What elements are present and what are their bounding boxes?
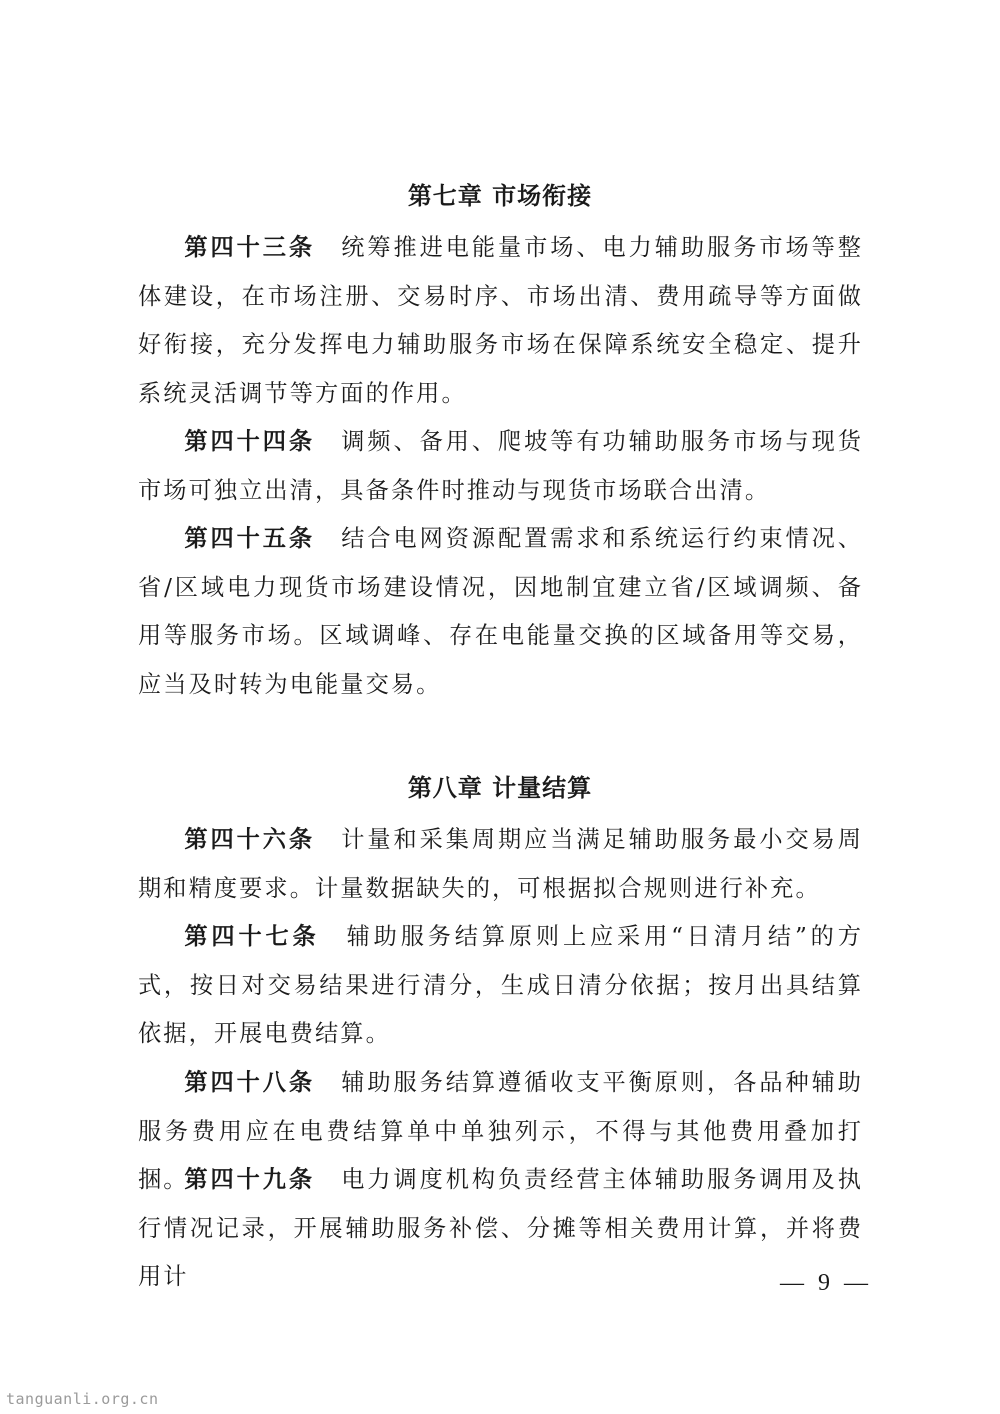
article-49 [138, 1156, 863, 1302]
article-number: 第四十五条 [184, 525, 316, 552]
article-text: 调频、备用、爬坡等有功辅助服务市场与现货市场可独立出清，具备条件时推动与现货市场联合出清。 [138, 428, 864, 504]
article-text: 辅助服务结算原则上应采用“日清月结”的方式，按日对交易结果进行清分，生成日清分依据；按月出具结算依据，开展电费结算。 [138, 923, 863, 1048]
watermark: tanguanli.org.cn [6, 1390, 159, 1408]
article-number: 第四十九条 [184, 1166, 316, 1193]
article-text: 辅助服务结算遵循收支平衡原则，各品种辅助服务费用应在电费结算单中单独列示，不得与其他费用叠加打捆。 [138, 1069, 864, 1194]
chapter-title: 第八章 计量结算 [407, 774, 593, 802]
article-number: 第四十七条 [184, 923, 320, 950]
article-text: 计量和采集周期应当满足辅助服务最小交易周期和精度要求。计量数据缺失的，可根据拟合规则进行补充。 [138, 826, 864, 902]
chapter-title: 第七章 市场衔接 [407, 182, 593, 210]
article-44 [138, 418, 863, 515]
article-text: 结合电网资源配置需求和系统运行约束情况、省/区域电力现货市场建设情况，因地制宜建立省/区域调频、备用等服务市场。区域调峰、存在电能量交换的区域备用等交易，应当及时转为电能量交易。 [138, 525, 864, 698]
article-number: 第四十六条 [184, 826, 316, 853]
article-43 [138, 224, 863, 418]
article-text: 电力调度机构负责经营主体辅助服务调用及执行情况记录，开展辅助服务补偿、分摊等相关费用计算，并将费用计 [138, 1166, 864, 1291]
page-number: — 9 — [780, 1270, 872, 1296]
article-46 [138, 816, 863, 913]
article-number: 第四十四条 [184, 428, 316, 455]
article-47 [138, 913, 863, 1059]
article-text: 统筹推进电能量市场、电力辅助服务市场等整体建设，在市场注册、交易时序、市场出清、费用疏导等方面做好衔接，充分发挥电力辅助服务市场在保障系统安全稳定、提升系统灵活调节等方面的作用。 [138, 234, 864, 407]
article-number: 第四十三条 [184, 234, 316, 261]
article-number: 第四十八条 [184, 1069, 316, 1096]
article-45 [138, 515, 863, 709]
